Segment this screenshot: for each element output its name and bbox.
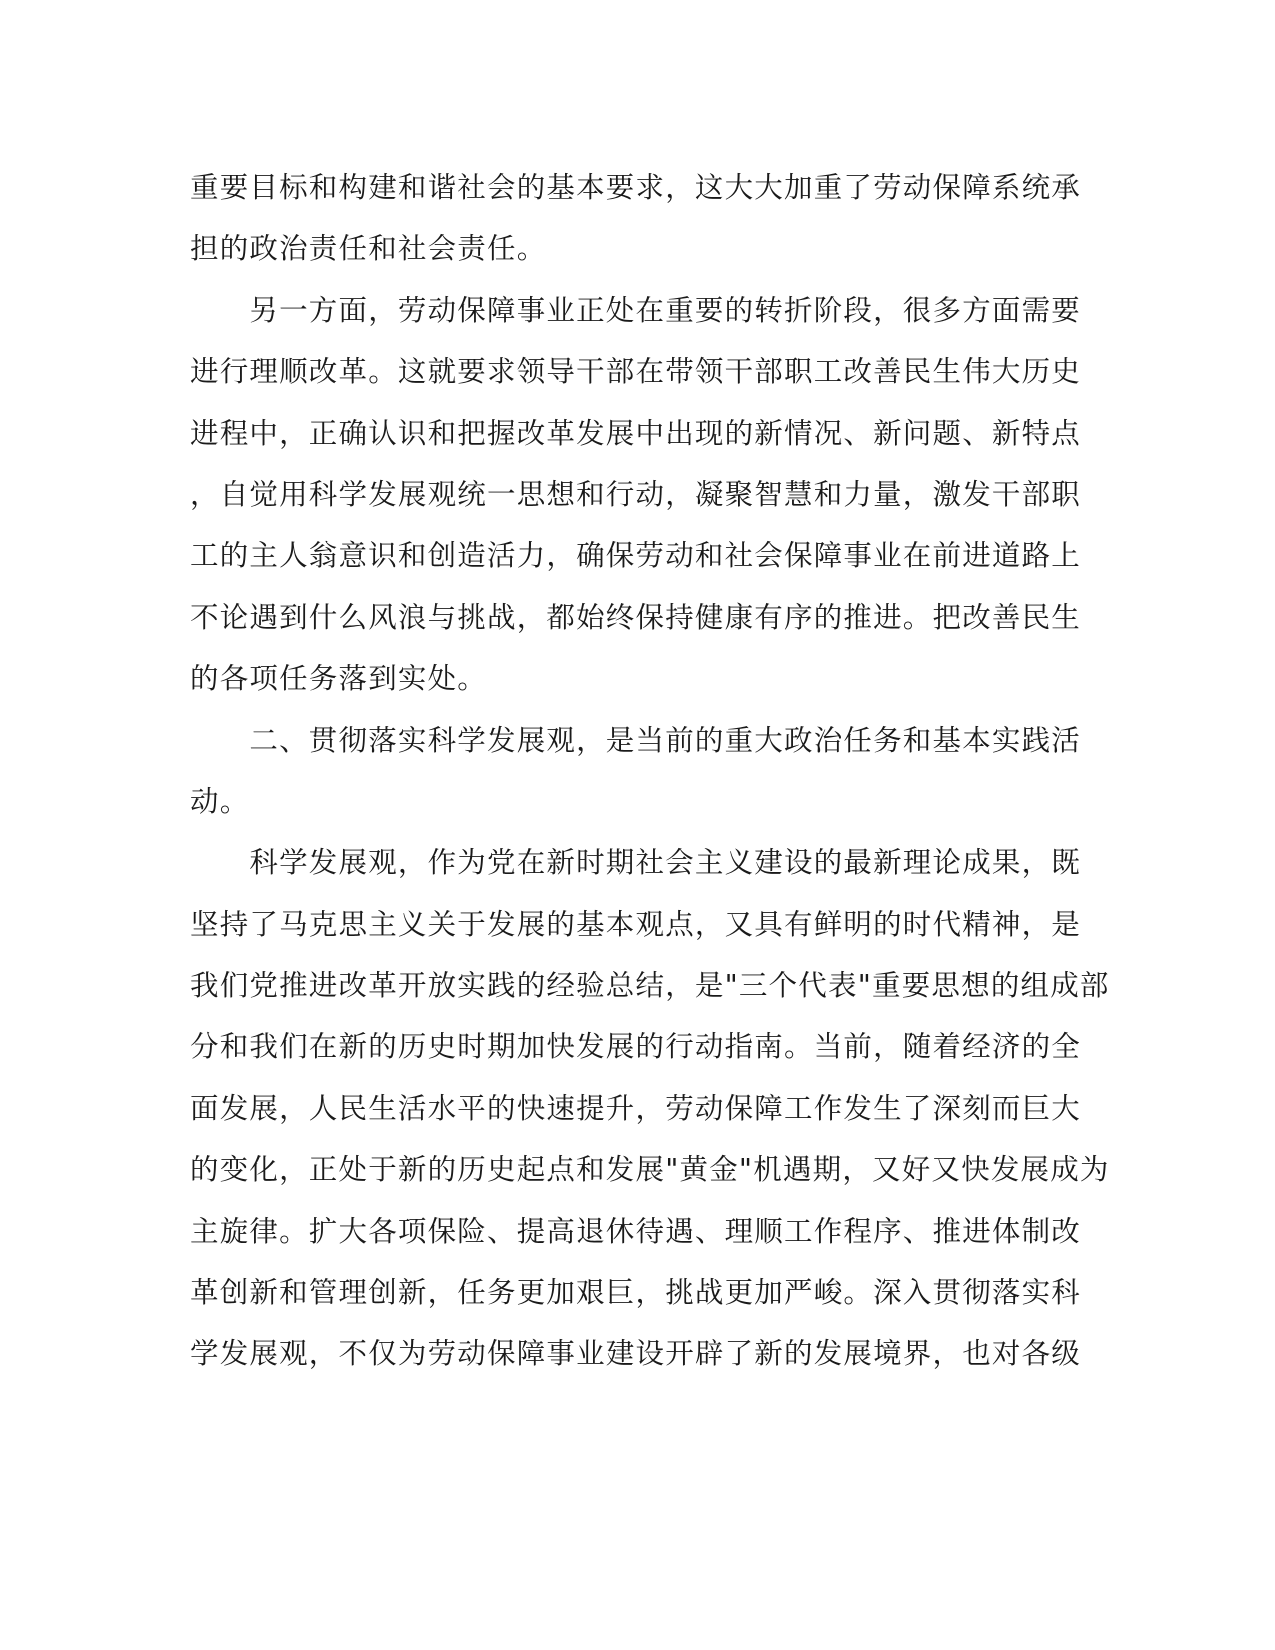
text-line: 担的政治责任和社会责任。: [190, 232, 547, 266]
text-line: 另一方面，劳动保障事业正处在重要的转折阶段，很多方面需要: [190, 293, 1082, 327]
text-line: 分和我们在新的历史时期加快发展的行动指南。当前，随着经济的全: [190, 1030, 1082, 1064]
text-line: 面发展，人民生活水平的快速提升，劳动保障工作发生了深刻而巨大: [190, 1091, 1082, 1125]
text-line: 重要目标和构建和谐社会的基本要求，这大大加重了劳动保障系统承: [190, 171, 1082, 204]
text-line: ，自觉用科学发展观统一思想和行动，凝聚智慧和力量，激发干部职: [190, 477, 1082, 511]
text-line: 工的主人翁意识和创造活力，确保劳动和社会保障事业在前进道路上: [190, 539, 1082, 573]
text-line: 主旋律。扩大各项保险、提高退休待遇、理顺工作程序、推进体制改: [190, 1214, 1082, 1248]
text-line: 我们党推进改革开放实践的经验总结，是"三个代表"重要思想的组成部: [190, 969, 1110, 1003]
text-line: 不论遇到什么风浪与挑战，都始终保持健康有序的推进。把改善民生: [190, 600, 1082, 634]
text-line: 坚持了马克思主义关于发展的基本观点，又具有鲜明的时代精神，是: [190, 907, 1082, 941]
document-body: [190, 157, 1110, 1385]
text-line: 的变化，正处于新的历史起点和发展"黄金"机遇期，又好又快发展成为: [190, 1153, 1110, 1187]
text-line: 动。: [190, 784, 250, 818]
text-line: 学发展观，不仅为劳动保障事业建设开辟了新的发展境界，也对各级: [190, 1337, 1082, 1371]
text-line: 进程中，正确认识和把握改革发展中出现的新情况、新问题、新特点: [190, 416, 1082, 450]
text-line: 二、贯彻落实科学发展观，是当前的重大政治任务和基本实践活: [190, 723, 1082, 757]
text-line: 进行理顺改革。这就要求领导干部在带领干部职工改善民生伟大历史: [190, 355, 1082, 389]
text-line: 革创新和管理创新，任务更加艰巨，挑战更加严峻。深入贯彻落实科: [190, 1276, 1082, 1310]
text-line: 的各项任务落到实处。: [190, 662, 488, 696]
text-line: 科学发展观，作为党在新时期社会主义建设的最新理论成果，既: [190, 846, 1082, 880]
